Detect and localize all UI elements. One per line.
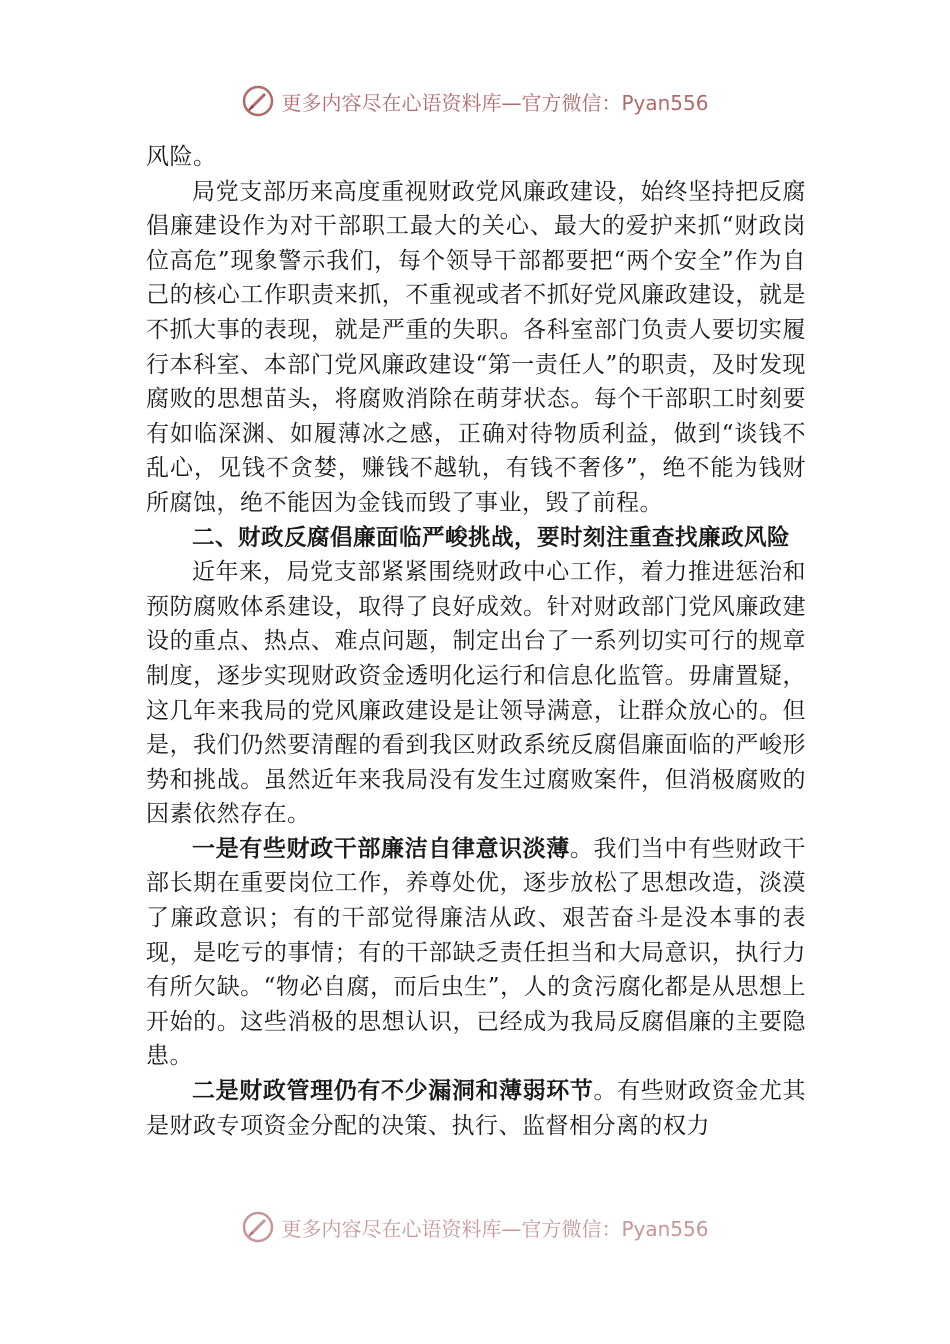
pen-logo-icon <box>241 84 275 118</box>
paragraph-4-text: 。有些财政资金尤其是财政专项资金分配的决策、执行、监督相分离的权力 <box>146 1078 807 1139</box>
watermark-footer <box>0 1210 950 1244</box>
paragraph-2: 近年来，局党支部紧紧围绕财政中心工作，着力推进惩治和预防腐败体系建设，取得了良好成效。针对财政部门党风廉政建设的重点、热点、难点问题，制定出台了一系列切实可行的规章制度，逐步实现财政资金透明化运行和信息化监管。毋庸置疑，这几年来我局的党风廉政建设是让领导满意，让群众放心的。但是，我们仍然要清醒的看到我区财政系统反腐倡廉面临的严峻形势和挑战。虽然近年来我局没有发生过腐败案件，但消极腐败的因素依然存在。 <box>146 559 806 828</box>
paragraph-4 <box>146 1074 806 1143</box>
watermark-text: 更多内容尽在心语资料库—官方微信：Pyan556 <box>281 90 709 115</box>
paragraph-3 <box>146 832 806 1074</box>
watermark-header <box>0 84 950 118</box>
pen-logo-icon <box>241 1210 275 1244</box>
paragraph-4-lead: 二是财政管理仍有不少漏洞和薄弱环节 <box>192 1078 594 1105</box>
section-heading: 二、财政反腐倡廉面临严峻挑战，要时刻注重查找廉政风险 <box>192 524 791 551</box>
paragraph-3-lead: 一是有些财政干部廉洁自律意识淡薄 <box>192 835 570 862</box>
document-body <box>146 140 806 1143</box>
paragraph-continuation: 风险。 <box>146 144 217 170</box>
paragraph-3-text: 。我们当中有些财政干部长期在重要岗位工作，养尊处优，逐步放松了思想改造，淡漠了廉政意识；有的干部觉得廉洁从政、艰苦奋斗是没本事的表现，是吃亏的事情；有的干部缺乏责任担当和大局意识，执行力有所欠缺。“物必自腐，而后虫生”，人的贪污腐化都是从思想上开始的。这些消极的思想认识，已经成为我局反腐倡廉的主要隐患。 <box>146 835 807 1070</box>
watermark-text: 更多内容尽在心语资料库—官方微信：Pyan556 <box>281 1216 709 1241</box>
paragraph-1: 局党支部历来高度重视财政党风廉政建设，始终坚持把反腐倡廉建设作为对干部职工最大的关心、最大的爱护来抓“财政岗位高危”现象警示我们，每个领导干部都要把“两个安全”作为自己的核心工作职责来抓，不重视或者不抓好党风廉政建设，就是不抓大事的表现，就是严重的失职。各科室部门负责人要切实履行本科室、本部门党风廉政建设“第一责任人”的职责，及时发现腐败的思想苗头，将腐败消除在萌芽状态。每个干部职工时刻要有如临深渊、如履薄冰之感，正确对待物质利益，做到“谈钱不乱心，见钱不贪婪，赚钱不越轨，有钱不奢侈”，绝不能为钱财所腐蚀，绝不能因为金钱而毁了事业，毁了前程。 <box>146 178 806 516</box>
